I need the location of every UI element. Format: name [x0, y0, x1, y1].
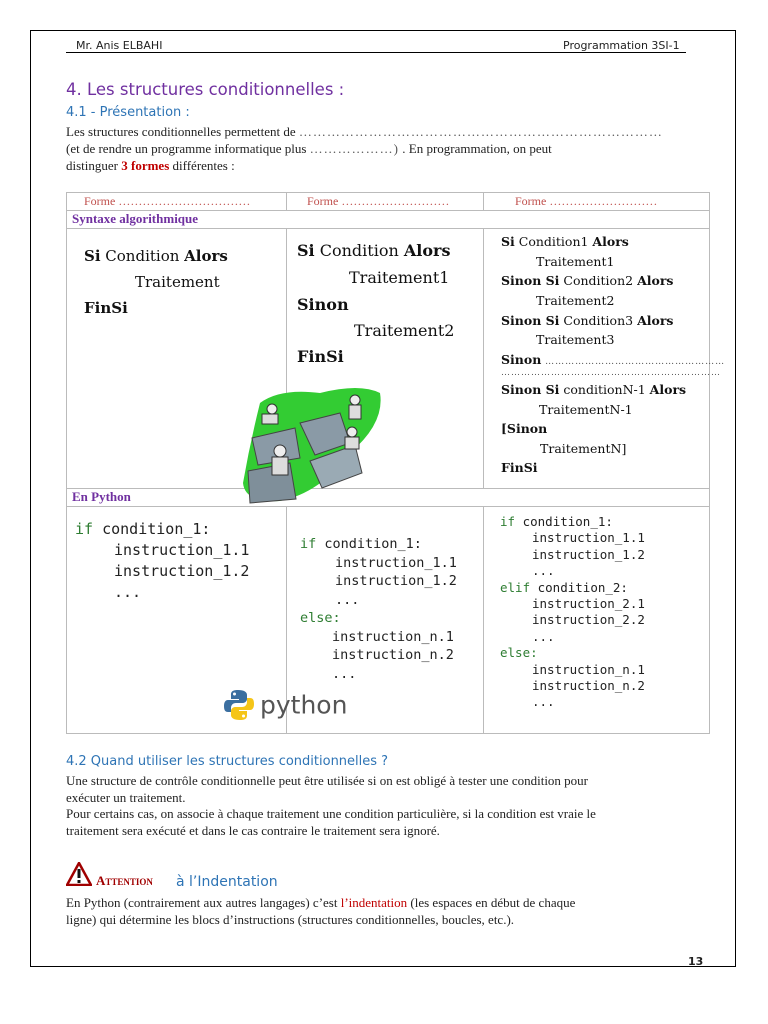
- code-col2: [300, 535, 457, 683]
- header-course: Programmation 3SI-1: [563, 39, 680, 52]
- indentation-highlight: l’indentation: [340, 895, 408, 910]
- col2-algo-line-5: FinSi: [297, 347, 344, 366]
- code-line: instruction_1.2: [335, 573, 457, 589]
- warning-triangle-icon: [66, 862, 92, 886]
- section-1-line-2b: . En programmation, on peut: [402, 141, 552, 156]
- code-line: ...: [532, 628, 555, 644]
- python-snake-icon: [222, 688, 256, 722]
- table-border-left: [66, 192, 67, 733]
- code-line: instruction_2.1: [532, 596, 645, 612]
- code-col3: [500, 514, 645, 711]
- section-1-line-3: [66, 157, 706, 174]
- code-line: instruction_n.2: [532, 678, 645, 694]
- page-title: 4. Les structures conditionnelles :: [66, 80, 345, 99]
- col3-algo-line-5: Sinon Si Condition3 Alors: [501, 313, 674, 328]
- col1-algo-line-1: Si Condition Alors: [84, 247, 228, 265]
- col3-algo-line-4: Traitement2: [536, 293, 615, 308]
- section-2-heading: 4.2 Quand utiliser les structures conditionnelles ?: [66, 754, 389, 769]
- section-1-line-1-text: Les structures conditionnelles permettent de: [66, 124, 296, 139]
- section-2-para-1-line-2: exécuter un traitement.: [66, 790, 186, 805]
- page-number: 13: [688, 955, 704, 968]
- section-1-line-3b: différentes :: [172, 158, 235, 173]
- section-1-heading: 4.1 - Présentation :: [66, 105, 190, 120]
- code-line: instruction_1.2: [114, 562, 250, 580]
- col3-algo-line-10: [Sinon: [501, 421, 548, 436]
- code-line: instruction_1.2: [532, 546, 645, 562]
- code-line: instruction_1.1: [335, 554, 457, 571]
- table-border-bottom: [66, 733, 710, 734]
- code-line: ...: [335, 591, 360, 608]
- code-line: instruction_n.1: [332, 628, 454, 645]
- python-logo-text: python: [260, 690, 348, 720]
- col3-algo-line-8: Sinon Si conditionN-1 Alors: [501, 382, 687, 397]
- col2-algo-line-3: Sinon: [297, 295, 349, 314]
- section-2-para-2-line-1: Pour certains cas, on associe à chaque traitement une condition particulière, si la condition est vraie le: [66, 806, 596, 821]
- attention-word: Attention: [96, 873, 153, 888]
- table-col-divider: [483, 228, 484, 488]
- attention-line-1: En Python (contrairement aux autres langages) c’est l’indentation (les espaces en début de chaque: [66, 895, 576, 910]
- table-border-top: [66, 192, 710, 193]
- attention-line-2: ligne) qui détermine les blocs d’instructions (structures conditionnelles, boucles, etc.).: [66, 912, 515, 927]
- section-2-para-1-line-1: Une structure de contrôle conditionnelle peut être utilisée si on est obligé à tester une condition pour: [66, 773, 589, 788]
- col1-algo-line-2: Traitement: [135, 273, 220, 291]
- forme-header-3: Forme ………………………: [515, 194, 658, 208]
- code-line: instruction_2.2: [532, 612, 645, 628]
- table-border-right: [709, 192, 710, 733]
- python-heading: En Python: [72, 489, 131, 504]
- code-line: if condition_1:: [300, 536, 422, 552]
- forme-header-1: Forme ……………………………: [84, 194, 251, 208]
- table-col-divider: [483, 506, 484, 733]
- code-line: elif condition_2:: [500, 579, 628, 595]
- col3-algo-line-1: Si Condition1 Alors: [501, 234, 629, 249]
- section-1-line-3a: distinguer: [66, 158, 118, 173]
- blank-fill: ……………………………………………………………………: [298, 124, 663, 139]
- section-1-line-2: [66, 140, 706, 157]
- code-line: else:: [300, 610, 341, 626]
- code-line: ...: [532, 694, 555, 710]
- python-logo: [222, 688, 347, 722]
- header-author: Mr. Anis ELBAHI: [76, 39, 163, 52]
- col2-algo-line-2: Traitement1: [349, 268, 450, 287]
- col2-algo-line-1: Si Condition Alors: [297, 241, 451, 260]
- col3-algo-line-11: TraitementN]: [540, 441, 627, 456]
- code-line: else:: [500, 645, 538, 661]
- forme-header-2: Forme ………………………: [307, 194, 450, 208]
- code-line: instruction_n.2: [332, 647, 454, 663]
- code-line: instruction_1.1: [114, 541, 250, 559]
- col1-algo-line-3: FinSi: [84, 299, 128, 317]
- attention-title: à l’Indentation: [176, 874, 278, 890]
- section-1-line-2a: (et de rendre un programme informatique plus: [66, 141, 307, 156]
- section-1-line-1: [66, 123, 706, 140]
- code-col1: [75, 519, 249, 603]
- code-line: ...: [332, 665, 357, 682]
- syntax-heading: Syntaxe algorithmique: [72, 211, 199, 226]
- code-line: ...: [532, 563, 555, 579]
- blank-fill: ………………): [309, 141, 400, 156]
- code-line: instruction_1.1: [532, 530, 645, 546]
- col3-algo-line-3: Sinon Si Condition2 Alors: [501, 273, 674, 288]
- table-col-divider: [286, 192, 287, 210]
- code-line: instruction_n.1: [532, 661, 645, 677]
- col3-algo-line-7: Sinon ………………………………………………: [501, 352, 726, 367]
- col3-algo-line-6: Traitement3: [536, 332, 615, 347]
- col2-algo-line-4: Traitement2: [354, 321, 455, 340]
- col3-algo-line-9: TraitementN-1: [539, 402, 633, 417]
- table-col-divider: [483, 192, 484, 210]
- section-2-para-2-line-2: traitement sera exécuté et dans le cas contraire le traitement sera ignoré.: [66, 823, 440, 838]
- table-row-divider: [66, 228, 710, 229]
- col3-algo-line-2: Traitement1: [536, 254, 615, 269]
- col3-algo-line-12: FinSi: [501, 460, 538, 475]
- code-line: if condition_1:: [75, 520, 211, 538]
- people-crossing-paths-illustration: [240, 383, 390, 508]
- code-line: ...: [114, 583, 142, 601]
- header-rule: [66, 52, 686, 53]
- code-line: if condition_1:: [500, 514, 613, 529]
- blank-fill: …………………………………………………………: [501, 367, 721, 377]
- three-forms-highlight: 3 formes: [121, 158, 170, 173]
